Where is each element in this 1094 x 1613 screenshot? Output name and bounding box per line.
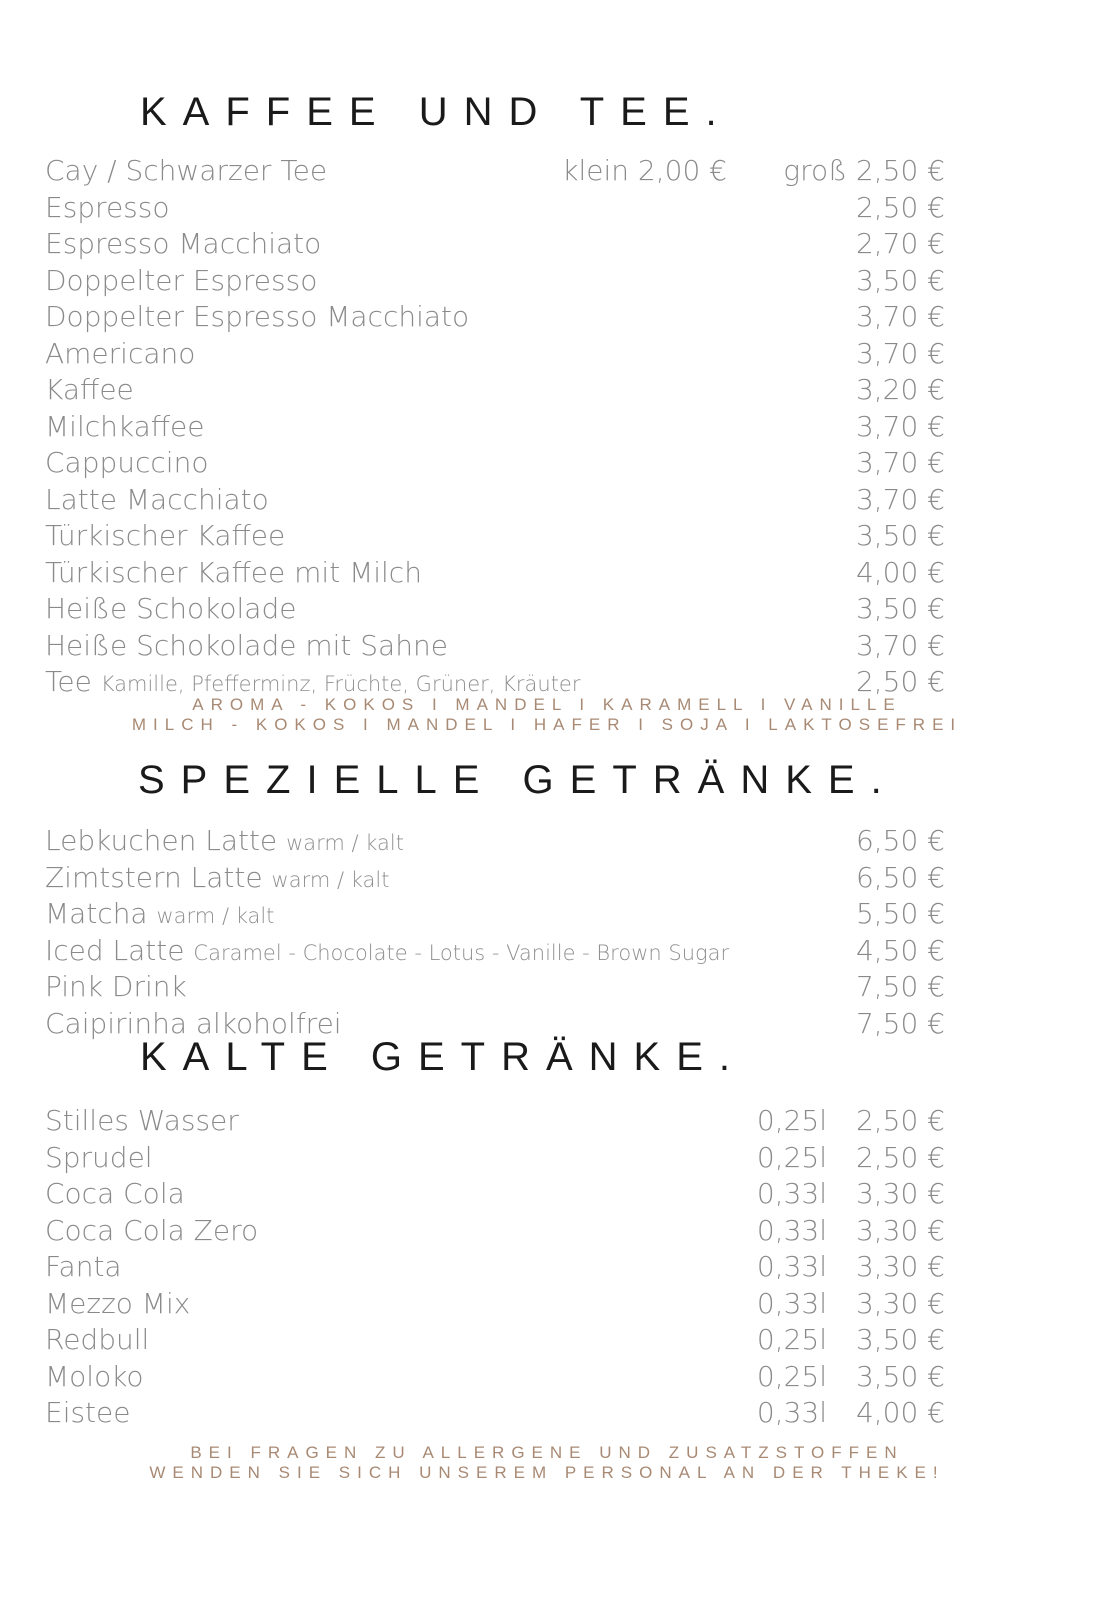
section-title-special: SPEZIELLE GETRÄNKE.	[138, 758, 898, 802]
item-size: 0,25l	[756, 1359, 827, 1393]
item-name: Mezzo Mix	[45, 1286, 191, 1320]
item-size: 0,33l	[756, 1177, 827, 1210]
item-name: Latte Macchiato	[45, 482, 269, 516]
menu-item	[45, 1140, 945, 1177]
item-name: Tee	[45, 665, 92, 698]
item-name: Stilles Wasser	[45, 1104, 239, 1137]
item-name: Eistee	[45, 1396, 131, 1429]
item-desc: warm / kalt	[156, 904, 275, 928]
item-price: 3,70 €	[855, 300, 945, 333]
item-name: Espresso	[45, 190, 170, 224]
item-price: 3,20 €	[855, 373, 945, 406]
section-title-coffee: KAFFEE UND TEE.	[140, 90, 733, 134]
menu-item	[45, 860, 945, 897]
item-name: Pink Drink	[45, 970, 187, 1003]
item-size: 0,25l	[756, 1104, 827, 1137]
menu-item	[45, 372, 945, 409]
menu-item	[45, 445, 945, 482]
item-price: 2,50 €	[855, 665, 945, 698]
item-name: Heiße Schokolade mit Sahne	[45, 628, 448, 662]
item-price: groß 2,50 €	[783, 154, 945, 187]
item-name: Coca Cola Zero	[45, 1213, 259, 1247]
item-desc: Caramel - Chocolate - Lotus - Vanille - Brown Sugar	[193, 940, 730, 965]
item-price: 4,00 €	[855, 1396, 945, 1429]
item-name: Matcha	[45, 897, 148, 930]
item-price: 7,50 €	[855, 970, 945, 1003]
item-name: Doppelter Espresso Macchiato	[45, 300, 470, 333]
menu-item	[45, 628, 945, 665]
item-name: Kaffee	[45, 373, 134, 406]
item-price: 3,50 €	[855, 519, 945, 552]
item-price: 3,50 €	[855, 1359, 945, 1393]
item-price: 3,70 €	[855, 409, 945, 443]
section-title-cold: KALTE GETRÄNKE.	[140, 1035, 747, 1079]
menu-item	[45, 263, 945, 300]
item-price: 4,00 €	[855, 555, 945, 589]
item-name: Caipirinha alkoholfrei	[45, 1006, 342, 1040]
menu-item	[45, 518, 945, 555]
menu-item	[45, 1103, 945, 1140]
item-price: 6,50 €	[855, 860, 945, 894]
item-name-with-desc	[45, 896, 274, 935]
menu-item	[45, 1176, 945, 1213]
menu-item	[45, 933, 945, 970]
item-size: 0,25l	[756, 1323, 827, 1356]
item-price: 6,50 €	[855, 824, 945, 857]
item-name: Lebkuchen Latte	[45, 824, 278, 857]
menu-item	[45, 226, 945, 263]
item-name: Iced Latte	[45, 933, 185, 967]
item-price: 7,50 €	[855, 1006, 945, 1040]
item-price: 2,70 €	[855, 227, 945, 260]
item-desc: warm / kalt	[271, 867, 390, 892]
item-size: 0,33l	[756, 1250, 827, 1283]
menu-item	[45, 299, 945, 336]
menu-item	[45, 1359, 945, 1396]
item-name: Redbull	[45, 1323, 150, 1356]
menu-item	[45, 896, 945, 933]
menu-item	[45, 190, 945, 227]
item-name: Cappuccino	[45, 446, 209, 479]
milk-note: MILCH - KOKOS I MANDEL I HAFER I SOJA I LAKTOSEFREI	[131, 715, 963, 734]
coffee-list	[45, 153, 945, 701]
menu-item	[45, 1395, 945, 1432]
item-name: Heiße Schokolade	[45, 592, 297, 625]
item-name-with-desc	[45, 860, 389, 899]
item-name: Zimtstern Latte	[45, 860, 263, 894]
item-name-with-desc	[45, 933, 729, 972]
allergen-note-line2: WENDEN SIE SICH UNSEREM PERSONAL AN DER THEKE!	[149, 1463, 945, 1482]
item-size: 0,25l	[756, 1140, 827, 1174]
item-price: 3,30 €	[855, 1250, 945, 1283]
item-size: 0,33l	[756, 1396, 827, 1429]
item-size: 0,33l	[756, 1213, 827, 1247]
menu-item	[45, 823, 945, 860]
aroma-note: AROMA - KOKOS I MANDEL I KARAMELL I VANILLE	[192, 695, 902, 714]
item-desc: Kamille, Pfefferminz, Früchte, Grüner, Kräuter	[100, 672, 581, 696]
menu-item	[45, 1322, 945, 1359]
item-price: 5,50 €	[855, 897, 945, 930]
item-name: Americano	[45, 336, 196, 370]
menu-item	[45, 969, 945, 1006]
item-price: 3,70 €	[855, 482, 945, 516]
item-price: 3,70 €	[855, 336, 945, 370]
cold-list	[45, 1103, 945, 1432]
item-price: 3,70 €	[855, 446, 945, 479]
item-price: 2,50 €	[855, 190, 945, 224]
menu-item	[45, 482, 945, 519]
item-name: Doppelter Espresso	[45, 263, 318, 297]
item-name: Fanta	[45, 1250, 122, 1283]
item-name: Espresso Macchiato	[45, 227, 322, 260]
item-small-price: klein 2,00 €	[562, 154, 727, 187]
item-price: 3,50 €	[855, 592, 945, 625]
item-price: 2,50 €	[855, 1104, 945, 1137]
allergen-note-line1: BEI FRAGEN ZU ALLERGENE UND ZUSATZSTOFFEN	[190, 1443, 904, 1462]
menu-item	[45, 1249, 945, 1286]
menu-item	[45, 336, 945, 373]
menu-item	[45, 409, 945, 446]
item-price: 3,50 €	[855, 1323, 945, 1356]
item-price: 3,70 €	[855, 628, 945, 662]
menu-item	[45, 1213, 945, 1250]
item-price: 2,50 €	[855, 1140, 945, 1174]
menu-item	[45, 1286, 945, 1323]
item-price: 4,50 €	[855, 933, 945, 967]
item-price: 3,50 €	[855, 263, 945, 297]
item-size: 0,33l	[756, 1286, 827, 1320]
menu-item	[45, 555, 945, 592]
item-desc: warm / kalt	[286, 831, 404, 855]
menu-item	[45, 153, 945, 190]
item-name: Coca Cola	[45, 1177, 185, 1210]
item-price: 3,30 €	[855, 1286, 945, 1320]
item-name: Sprudel	[45, 1140, 153, 1174]
item-price: 3,30 €	[855, 1177, 945, 1210]
menu-item	[45, 591, 945, 628]
special-list	[45, 823, 945, 1042]
item-name: Türkischer Kaffee	[45, 519, 286, 552]
item-name-with-desc	[45, 823, 404, 862]
item-name: Milchkaffee	[45, 409, 205, 443]
item-name: Türkischer Kaffee mit Milch	[45, 555, 422, 589]
item-name: Moloko	[45, 1359, 144, 1393]
item-name: Cay / Schwarzer Tee	[45, 154, 328, 187]
item-price: 3,30 €	[855, 1213, 945, 1247]
